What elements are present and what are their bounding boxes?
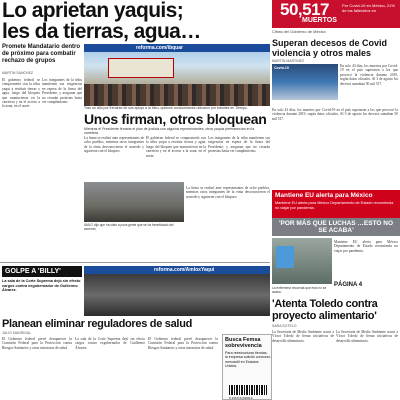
- femsa-text: Para reestructurar tiendas, la empresa solicitó concurso mercantil en Estados Unidos.: [225, 351, 271, 368]
- right-text-2: En solo 43 días, los muertos por Covid-19 en el país superaron a los que provocó la violencia durante 2019, según datos oficiales. Al 3 de agosto los decesos sumaban 50 mil 517.: [272, 108, 398, 121]
- nurse-photo: [272, 238, 332, 284]
- sub-story-caption: Mientras el Presidente firmaba el plan de justicia con algunos representantes, otros yaquis permanecían en la carretera.: [84, 127, 255, 135]
- planean-byline: JULIO MADRIGAL: [2, 331, 32, 335]
- covid-deaths-box: [272, 0, 400, 28]
- page-label: PÁGINA 4: [334, 282, 363, 288]
- right-story-photo: [272, 64, 338, 100]
- toledo-text-col-2: La Secretaría de Medio Ambiente acusó a Víctor Toledo de frenar iniciativas de desarrollo alimentario.: [336, 330, 398, 343]
- mid-text: La firma se realizó ante representantes de ocho pueblos, mientras otros integrantes de la etnia desconocieron el acuerdo y siguieron con el bloqueo.: [186, 186, 270, 199]
- femsa-title: Busca Femsa sobrevivencia: [225, 337, 262, 349]
- promo-text: Promete Mandatario dentro de próximo para combatir rechazo de grupos: [2, 44, 81, 64]
- toledo-byline: SARA SOTELO: [272, 324, 297, 328]
- golpe-text: La sala de la Corte Suprema dejó sin efecto cargos contra exgobernador de Guillermo Álvarez.: [2, 279, 81, 293]
- hero-brand: reforma.com/ibquar: [84, 44, 270, 52]
- covid-note: Cifras del Gobierno de México: [272, 29, 326, 34]
- hero-caption: Tras un año por frenarse de sus apoyo a la tribu, quienes consumidores ubicaron por trámites en Tiempo.: [84, 106, 248, 110]
- section-divider: [0, 262, 270, 263]
- main-text-col-2: Los integrantes de la tribu mantienen sus exigencias en espera de la firma del Presidente, y aseguran que no cesarán protestas hasta ver cumplimiento.: [42, 78, 82, 105]
- planean-text-col-1: El Gobierno federal prevé desaparecer la Comisión Federal para la Protección contra Riesgos Sanitarios y otras instancias de salud.: [2, 337, 72, 350]
- toledo-headline: 'Atenta Toledo contra proyecto alimentario': [272, 298, 378, 322]
- main-headline-line-1: Lo aprietan yaquis;: [2, 0, 184, 22]
- alert-quote-strip: [272, 218, 400, 236]
- alert-box: [272, 190, 400, 236]
- planean-text-col-3: El Gobierno federal prevé desaparecer la Comisión Federal para la Protección contra Riesgos Sanitarios y otras instancias de salud.: [148, 337, 218, 350]
- alert-title: Mantiene EU alerta para México: [275, 192, 373, 199]
- video-photo: [84, 274, 270, 316]
- hero-photo: [84, 44, 270, 106]
- sub-story-text-col-3: Los integrantes de la tribu mantienen sus exigencias en espera de la firma del Presidente, y aseguran que no cesarán protestas hasta ver cumplimiento.: [208, 136, 270, 154]
- right-story-byline: MARTIN MARTINEZ: [272, 59, 305, 63]
- femsa-box: [222, 334, 272, 400]
- main-headline: [2, 0, 272, 42]
- nurse-text: Mantiene EU alerta para México Departamento de Estado recomienda no viajar por pandemia.: [334, 240, 398, 253]
- main-headline-line-2: les da tierras, agua…: [2, 20, 201, 43]
- covid-deaths-number: 50,517: [280, 0, 329, 19]
- toledo-text-col-1: La Secretaría de Medio Ambiente acusó a Víctor Toledo de frenar iniciativas de desarrollo alimentario.: [272, 330, 334, 343]
- mid-photo: [84, 182, 184, 222]
- nurse-figure: [276, 246, 294, 268]
- mid-photo-caption: AMLO dijo que ha visto a poca gente que se ha beneficiado del acuerdo.: [84, 223, 174, 231]
- right-photo-tag: Covid-19: [274, 66, 289, 70]
- promo-byline: MARTIN SANCHEZ: [2, 71, 34, 75]
- planean-text-col-2: La sala de la Corte Suprema dejó sin efecto cargos contra exgobernador de Guillermo Álvarez.: [75, 337, 145, 350]
- alert-text: Mantiene EU alerta para México Departamento de Estado recomienda no viajar por pandemia.: [275, 201, 394, 210]
- golpe-title: GOLPE A 'BILLY': [2, 266, 82, 277]
- right-story-text: En solo 43 días, los muertos por Covid-19 en el país superaron a los que provocó la violencia durante 2019, según datos oficiales. Al 3 de agosto los decesos sumaban 50 mil 517.: [340, 64, 398, 86]
- sub-story-headline: Unos firman, otros bloquean: [84, 111, 267, 127]
- main-text-col-1: El gobierno federal se comprometió con la tribu yaqui a restituir tierras y agua, luego del bloqueo que mantuvieron en la carretera y en el acceso a la zona, en el norte.: [2, 78, 40, 109]
- sub-story-text-col-2: El gobierno federal se comprometió con la tribu yaqui a restituir tierras y agua, luego del bloqueo que mantuvieron en la carretera y en el acceso a la zona, en el norte.: [146, 136, 206, 158]
- protest-crowd: [84, 84, 270, 106]
- alert-quote: 'POR MÁS QUE LUCHAS …ESTO NO SE ACABA': [278, 220, 394, 234]
- protest-banner: [108, 58, 174, 78]
- sub-story-text-col-1: La firma se realizó ante representantes de ocho pueblos, mientras otros integrantes de la etnia desconocieron el acuerdo y siguieron con el bloqueo.: [84, 136, 144, 154]
- covid-deaths-label: MUERTOS: [302, 17, 337, 24]
- video-brand-strip: reforma.com/AmloxYaqui: [84, 266, 270, 274]
- right-story-headline: Superan decesos de Covid violencia y otros males: [272, 38, 388, 58]
- covid-side-text: Por Covid-19 en México, 21% de los fallecidos en: [342, 3, 395, 13]
- nurse-caption: La enfermera recuerda que esto no se acaba.: [272, 286, 327, 294]
- barcode-icon: [229, 385, 267, 395]
- planean-headline: Planean eliminar reguladores de salud: [2, 318, 193, 330]
- barcode-number: 8 196719 000019: [229, 396, 253, 400]
